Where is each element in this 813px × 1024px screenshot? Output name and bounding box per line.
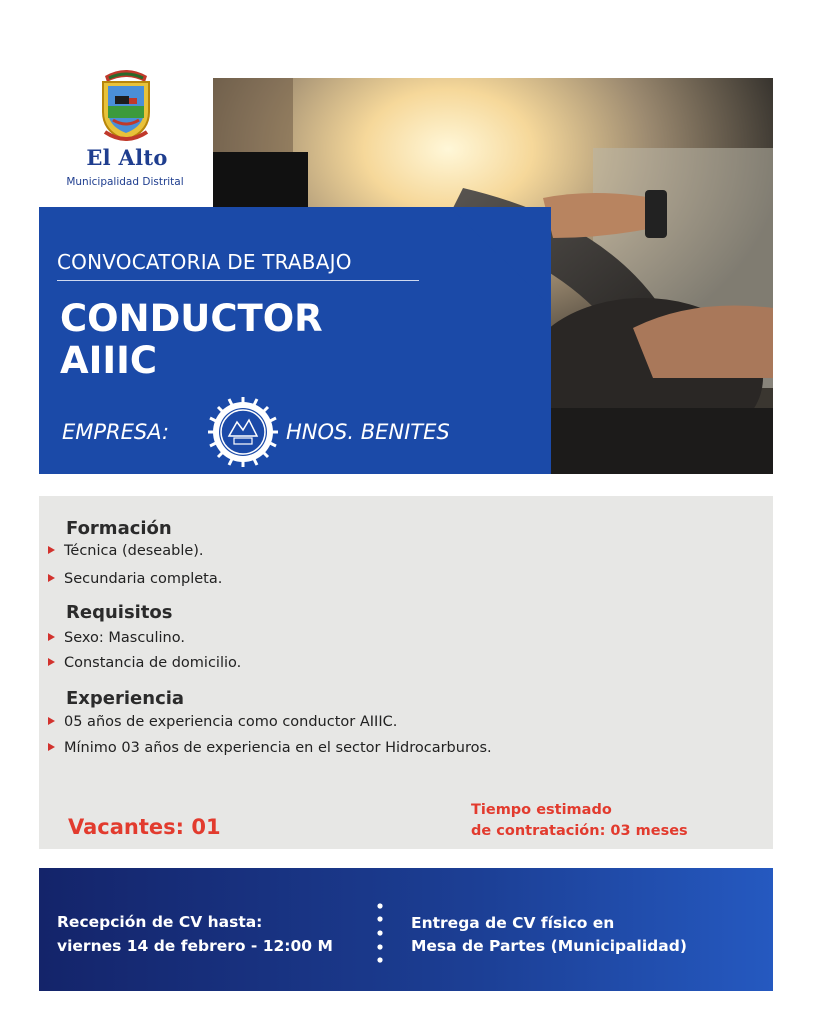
bullet-arrow-icon [48,546,55,554]
brand-name: El Alto [86,145,168,170]
cv-deadline-line1: Recepción de CV hasta: [57,913,263,931]
vacancies-count: Vacantes: 01 [68,815,221,839]
municipal-crest-icon [95,62,157,146]
contract-duration [471,800,688,842]
job-title-line1: CONDUCTOR [60,297,323,340]
bullet-arrow-icon [48,743,55,751]
job-title-line2: AIIIC [60,339,158,382]
list-item [48,571,222,587]
list-item [48,714,397,730]
section-title-experiencia: Experiencia [66,688,185,709]
list-item-text: Sexo: Masculino. [64,630,185,646]
contract-duration-line1: Tiempo estimado [471,802,612,818]
heading-underline [57,280,419,281]
job-title [60,298,323,382]
vertical-dots-divider [377,903,383,963]
list-item-text: Secundaria completa. [64,571,223,587]
cv-delivery [411,912,687,958]
brand-subtitle: Municipalidad Distrital [66,176,184,188]
company-name: HNOS. BENITES [286,420,450,444]
bullet-arrow-icon [48,658,55,666]
section-title-requisitos: Requisitos [66,602,173,623]
cv-delivery-line2: Mesa de Partes (Municipalidad) [411,937,687,955]
list-item [48,630,185,646]
cv-delivery-line1: Entrega de CV físico en [411,914,615,932]
call-heading: CONVOCATORIA DE TRABAJO [57,250,352,274]
list-item [48,740,492,756]
list-item-text: Técnica (deseable). [64,543,204,559]
bullet-arrow-icon [48,633,55,641]
list-item-text: 05 años de experiencia como conductor AIIIC. [64,714,398,730]
list-item [48,543,204,559]
contract-duration-line2: de contratación: 03 meses [471,823,688,839]
list-item [48,655,241,671]
section-title-formacion: Formación [66,518,172,539]
bullet-arrow-icon [48,717,55,725]
list-item-text: Mínimo 03 años de experiencia en el sector Hidrocarburos. [64,740,492,756]
list-item-text: Constancia de domicilio. [64,655,242,671]
company-seal-icon [207,396,279,468]
cv-deadline-line2: viernes 14 de febrero - 12:00 M [57,937,333,955]
company-label: EMPRESA: [62,420,170,444]
decorative-black-block [213,152,308,207]
cv-deadline [57,910,333,958]
bullet-arrow-icon [48,574,55,582]
